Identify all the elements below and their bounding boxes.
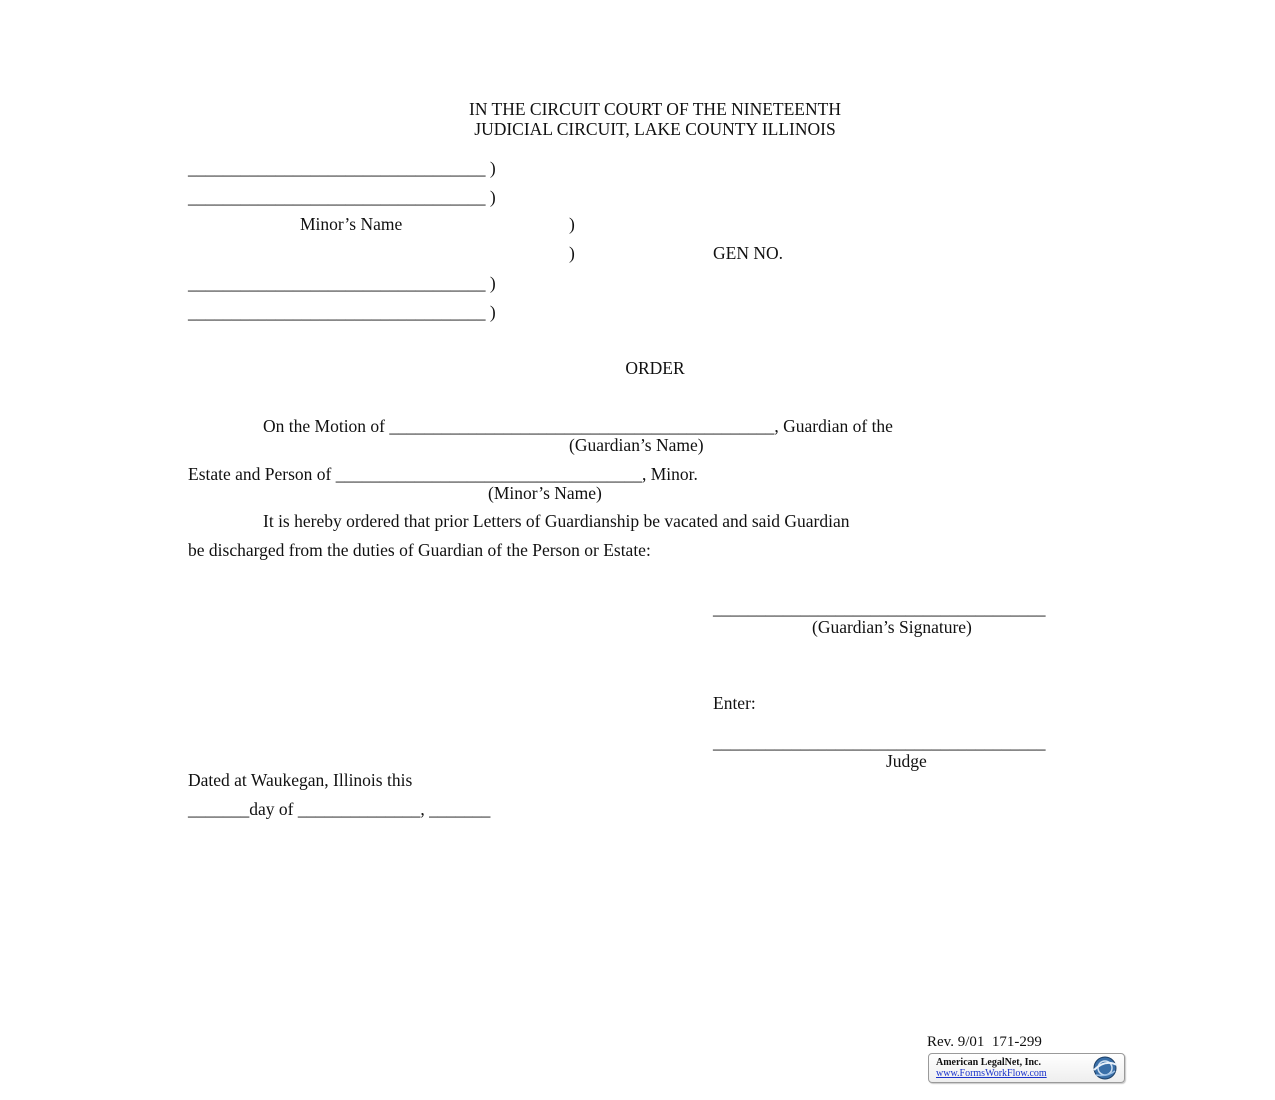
minor-name-caption: (Minor’s Name): [488, 483, 602, 503]
gen-no-label: GEN NO.: [713, 243, 783, 263]
judge-signature-line: ______________________________________: [713, 732, 1046, 752]
judge-label: Judge: [886, 751, 927, 771]
caption-paren-3: ): [569, 214, 575, 234]
party-blank-line-1: __________________________________ ): [188, 158, 496, 178]
dated-line-2: _______day of ______________, _______: [188, 799, 491, 819]
party-blank-line-2: __________________________________ ): [188, 187, 496, 207]
party-blank-line-3: __________________________________ ): [188, 273, 496, 293]
court-header-line-1: IN THE CIRCUIT COURT OF THE NINETEENTH: [469, 99, 841, 119]
globe-icon: [1087, 1055, 1121, 1081]
guardian-signature-label: (Guardian’s Signature): [812, 617, 972, 637]
order-text-line-1: It is hereby ordered that prior Letters of Guardianship be vacated and said Guardian: [263, 511, 850, 531]
logo-company-name: American LegalNet, Inc.: [936, 1057, 1041, 1068]
order-title: ORDER: [625, 358, 685, 378]
guardian-name-label: (Guardian’s Name): [569, 435, 704, 455]
caption-paren-4: ): [569, 243, 575, 263]
minor-name-label: Minor’s Name: [300, 214, 403, 234]
enter-label: Enter:: [713, 693, 756, 713]
american-legalnet-logo[interactable]: [928, 1053, 1125, 1083]
motion-line: On the Motion of ____________________________________________, Guardian of the: [263, 416, 893, 436]
logo-url-link[interactable]: www.FormsWorkFlow.com: [936, 1068, 1047, 1079]
court-header-line-2: JUDICIAL CIRCUIT, LAKE COUNTY ILLINOIS: [474, 119, 836, 139]
guardian-signature-line: ______________________________________: [713, 598, 1046, 618]
order-text-line-2: be discharged from the duties of Guardian of the Person or Estate:: [188, 540, 651, 560]
dated-line-1: Dated at Waukegan, Illinois this: [188, 770, 413, 790]
revision-number: Rev. 9/01 171-299: [927, 1034, 1042, 1050]
estate-line: Estate and Person of ___________________________________, Minor.: [188, 464, 698, 484]
party-blank-line-4: __________________________________ ): [188, 302, 496, 322]
